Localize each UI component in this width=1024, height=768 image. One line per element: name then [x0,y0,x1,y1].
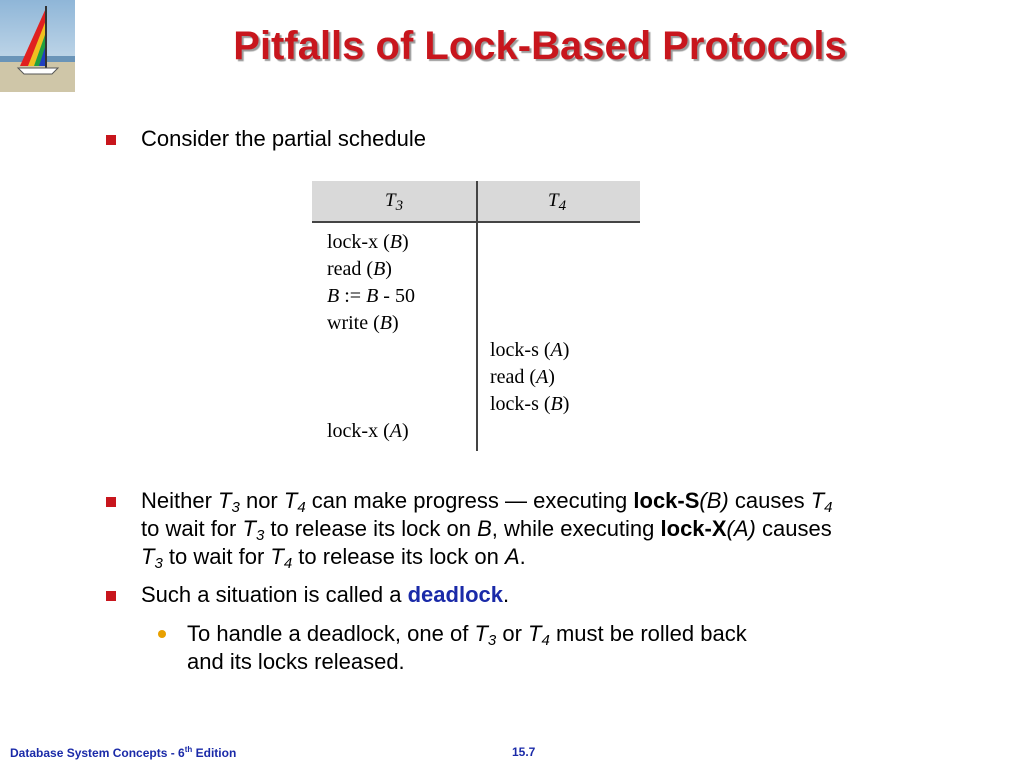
t3-op-assign-b: B := B - 50 [327,285,415,307]
footer-book-title: Database System Concepts - 6th Edition [10,745,237,760]
sub-bullet-marker [158,630,166,638]
page-title: Pitfalls of Lock-Based Protocols [233,24,847,68]
bullet-neither-line2: to wait for $T_3$ to release its lock on B, while executing lock-X(A) causes [141,516,832,544]
sub-bullet-line1: To handle a deadlock, one of $T_3$ or $T_4$ must be rolled back [187,621,747,649]
header-t4: $T_4$ [548,190,567,214]
bullet-marker [106,497,116,507]
bullet-neither-line3: $T_3$ to wait for $T_4$ to release its lock on A. [141,544,526,572]
header-t3: $T_3$ [385,190,404,214]
bullet-neither-line1: Neither $T_3$ nor $T_4$ can make progress — executing lock-S(B) causes $T_4$ [141,488,833,516]
t4-op-read-a: read (A) [490,366,555,388]
bullet-marker [106,135,116,145]
deadlock-term: deadlock [407,582,503,607]
t3-op-lock-x-a: lock-x (A) [327,420,409,442]
t3-op-write-b: write (B) [327,312,399,334]
column-divider [476,181,478,451]
bullet-consider-schedule: Consider the partial schedule [141,126,426,151]
t3-op-read-b: read (B) [327,258,392,280]
bullet-marker [106,591,116,601]
footer-page-number: 15.7 [512,745,536,759]
schedule-table [312,181,640,451]
t4-op-lock-s-a: lock-s (A) [490,339,570,361]
t4-op-lock-s-b: lock-s (B) [490,393,570,415]
t3-op-lock-x-b: lock-x (B) [327,231,409,253]
sub-bullet-line2: and its locks released. [187,649,405,674]
bullet-deadlock: Such a situation is called a deadlock. [141,582,510,607]
